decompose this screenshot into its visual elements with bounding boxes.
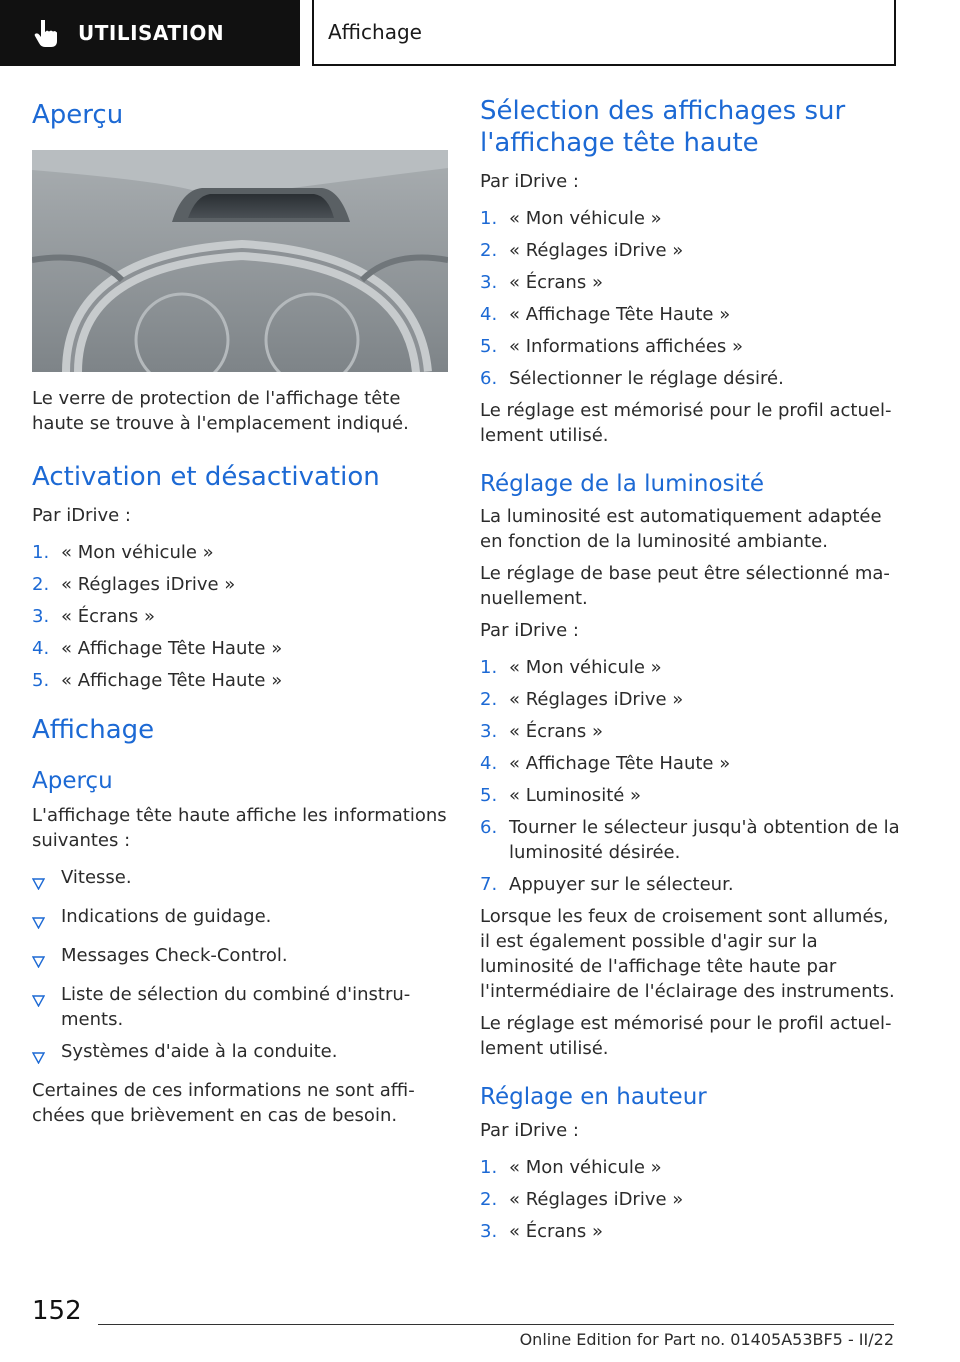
triangle-bullet-icon (32, 956, 45, 968)
triangle-bullet-icon (32, 995, 45, 1007)
list-item: 2. « Réglages iDrive » (32, 574, 236, 596)
list-item: 4. « Affichage Tête Haute » (480, 753, 731, 775)
list-item: 1. « Mon véhicule » (32, 542, 214, 564)
edition-text: Online Edition for Part no. 01405A53BF5 - II/22 (519, 1330, 894, 1349)
page-number: 152 (32, 1296, 82, 1326)
head-up-display-photo (32, 150, 448, 372)
selection-note: Le réglage est mémorisé pour le profil actuellement utilisé. (480, 400, 892, 447)
list-item: Liste de sélection du combiné d'instruments. (32, 982, 450, 1032)
list-item: Vitesse. (32, 865, 450, 897)
list-item: 4. « Affichage Tête Haute » (480, 304, 731, 326)
pointing-hand-icon (30, 16, 64, 50)
list-item: 5. « Informations affichées » (480, 336, 744, 358)
list-item: 2. « Réglages iDrive » (480, 1188, 684, 1210)
section-title: UTILISATION (78, 21, 225, 45)
breadcrumb-label: Affichage (328, 20, 422, 44)
breadcrumb (312, 0, 896, 66)
list-item: 3. « Écrans » (480, 1220, 603, 1242)
apercu-subheading: Aperçu (32, 768, 113, 795)
list-item: 1. « Mon véhicule » (480, 1156, 662, 1178)
affichage-heading: Affichage (32, 715, 155, 746)
luminosite-p3: Lorsque les feux de croisement sont allumés, il est également possible d'agir sur la luminosité de l'affichage tête haute par l'intermédiaire de l'éclairage des instruments. (480, 906, 895, 1003)
list-item: 6. Tourner le sélecteur jusqu'à obtention de la luminosité désirée. (480, 817, 900, 864)
triangle-bullet-icon (32, 1052, 45, 1064)
apercu-heading: Aperçu (32, 100, 124, 130)
right-column (480, 96, 900, 1251)
list-item: Indications de guidage. (32, 904, 450, 936)
list-item: 2. « Réglages iDrive » (480, 240, 684, 262)
luminosite-heading: Réglage de la luminosité (480, 471, 765, 498)
image-caption: Le verre de protection de l'affichage tête haute se trouve à l'emplacement indiqué. (32, 387, 409, 434)
list-item: 1. « Mon véhicule » (480, 208, 662, 230)
selection-heading: Sélection des affichages sur l'affichage tête haute (480, 96, 846, 158)
left-column (32, 96, 450, 1128)
footer-divider (98, 1324, 894, 1325)
luminosite-p2: Le réglage de base peut être sélectionné manuellement. (480, 563, 890, 610)
activation-intro: Par iDrive : (32, 505, 131, 527)
affichage-intro: L'affichage tête haute affiche les informations suivantes : (32, 805, 447, 852)
luminosite-intro: Par iDrive : (480, 620, 579, 642)
list-item: 5. « Affichage Tête Haute » (32, 670, 283, 692)
luminosite-steps (480, 655, 900, 897)
activation-steps (32, 540, 450, 693)
display-info-list (32, 865, 450, 1071)
triangle-bullet-icon (32, 917, 45, 929)
selection-steps (480, 206, 900, 391)
section-tab (0, 0, 300, 66)
closing-note: Certaines de ces informations ne sont affichées que brièvement en cas de besoin. (32, 1080, 415, 1127)
hauteur-intro: Par iDrive : (480, 1119, 579, 1141)
list-item: 7. Appuyer sur le sélecteur. (480, 874, 734, 896)
list-item: 2. « Réglages iDrive » (480, 689, 684, 711)
list-item: 4. « Affichage Tête Haute » (32, 638, 283, 660)
activation-heading: Activation et désactivation (32, 461, 380, 492)
list-item: 3. « Écrans » (480, 721, 603, 743)
list-item: 6. Sélectionner le réglage désiré. (480, 368, 784, 390)
luminosite-p1: La luminosité est automatiquement adaptée en fonction de la luminosité ambiante. (480, 506, 882, 553)
list-item: 3. « Écrans » (480, 272, 603, 294)
list-item: 3. « Écrans » (32, 606, 155, 628)
hauteur-heading: Réglage en hauteur (480, 1084, 707, 1111)
list-item: 5. « Luminosité » (480, 785, 642, 807)
list-item: 1. « Mon véhicule » (480, 657, 662, 679)
hauteur-steps (480, 1155, 900, 1244)
selection-intro: Par iDrive : (480, 171, 579, 193)
list-item: Messages Check-Control. (32, 943, 450, 975)
list-item: Systèmes d'aide à la conduite. (32, 1039, 450, 1071)
triangle-bullet-icon (32, 878, 45, 890)
luminosite-note: Le réglage est mémorisé pour le profil actuellement utilisé. (480, 1013, 892, 1060)
